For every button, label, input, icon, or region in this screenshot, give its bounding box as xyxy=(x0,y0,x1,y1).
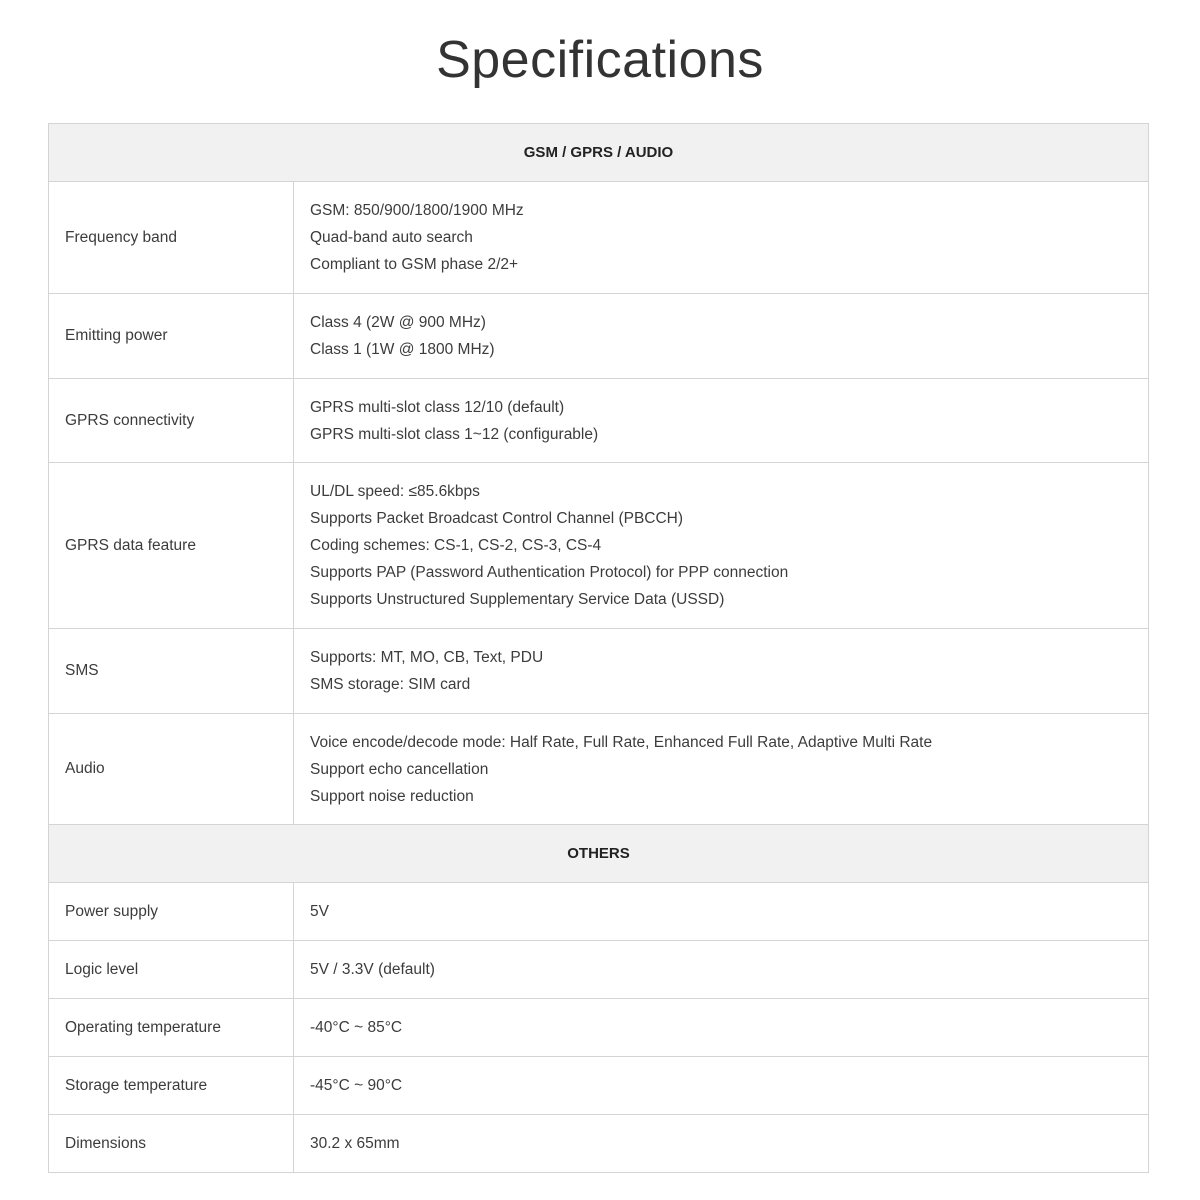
value-line: GPRS multi-slot class 1~12 (configurable) xyxy=(310,425,599,443)
value-line: Class 1 (1W @ 1800 MHz) xyxy=(310,341,495,358)
value-line: GPRS multi-slot class 12/10 (default) xyxy=(310,398,565,416)
value-line: Voice encode/decode mode: Half Rate, Full Rate, Enhanced Full Rate, Adaptive Multi Rate xyxy=(310,733,933,751)
table-row xyxy=(49,714,1149,825)
value-line: UL/DL speed: ≤85.6kbps xyxy=(310,483,480,500)
row-value xyxy=(294,629,1149,714)
row-label: Audio xyxy=(49,714,294,825)
section-heading: OTHERS xyxy=(49,825,1149,883)
value-line: Class 4 (2W @ 900 MHz) xyxy=(310,314,486,331)
row-value xyxy=(294,463,1149,629)
table-row xyxy=(49,629,1149,714)
table-row xyxy=(49,883,1149,941)
row-value: 5V xyxy=(294,883,1149,941)
section-header-row xyxy=(49,825,1149,883)
value-line: Quad-band auto search xyxy=(310,229,473,246)
row-value xyxy=(294,182,1149,294)
value-line: Coding schemes: CS-1, CS-2, CS-3, CS-4 xyxy=(310,537,602,554)
row-label: Dimensions xyxy=(49,1115,294,1173)
row-label: Emitting power xyxy=(49,294,294,379)
row-label: GPRS data feature xyxy=(49,463,294,629)
row-label: Power supply xyxy=(49,883,294,941)
row-label: Operating temperature xyxy=(49,999,294,1057)
row-label: GPRS connectivity xyxy=(49,379,294,463)
table-row xyxy=(49,1057,1149,1115)
table-row xyxy=(49,463,1149,629)
row-value xyxy=(294,294,1149,379)
row-value: -45°C ~ 90°C xyxy=(294,1057,1149,1115)
value-line: Supports: MT, MO, CB, Text, PDU xyxy=(310,649,544,666)
row-value: 30.2 x 65mm xyxy=(294,1115,1149,1173)
table-row xyxy=(49,1115,1149,1173)
row-value: 5V / 3.3V (default) xyxy=(294,941,1149,999)
value-line: GSM: 850/900/1800/1900 MHz xyxy=(310,202,524,219)
value-line: Supports Unstructured Supplementary Service Data (USSD) xyxy=(310,591,725,608)
row-value xyxy=(294,379,1149,463)
section-heading: GSM / GPRS / AUDIO xyxy=(49,124,1149,182)
section-header-row xyxy=(49,124,1149,182)
row-value: -40°C ~ 85°C xyxy=(294,999,1149,1057)
value-line: Supports Packet Broadcast Control Channel (PBCCH) xyxy=(310,510,684,527)
value-line: Supports PAP (Password Authentication Protocol) for PPP connection xyxy=(310,564,789,581)
row-label: SMS xyxy=(49,629,294,714)
table-row xyxy=(49,999,1149,1057)
row-value xyxy=(294,714,1149,825)
row-label: Storage temperature xyxy=(49,1057,294,1115)
value-line: Support echo cancellation xyxy=(310,760,489,778)
value-line: SMS storage: SIM card xyxy=(310,676,471,693)
table-row xyxy=(49,941,1149,999)
value-line: Support noise reduction xyxy=(310,787,474,805)
value-line: Compliant to GSM phase 2/2+ xyxy=(310,256,519,273)
table-row xyxy=(49,182,1149,294)
table-row xyxy=(49,294,1149,379)
table-row xyxy=(49,379,1149,463)
row-label: Frequency band xyxy=(49,182,294,294)
row-label: Logic level xyxy=(49,941,294,999)
page-title: Specifications xyxy=(436,31,764,89)
spec-table xyxy=(48,123,1149,1173)
